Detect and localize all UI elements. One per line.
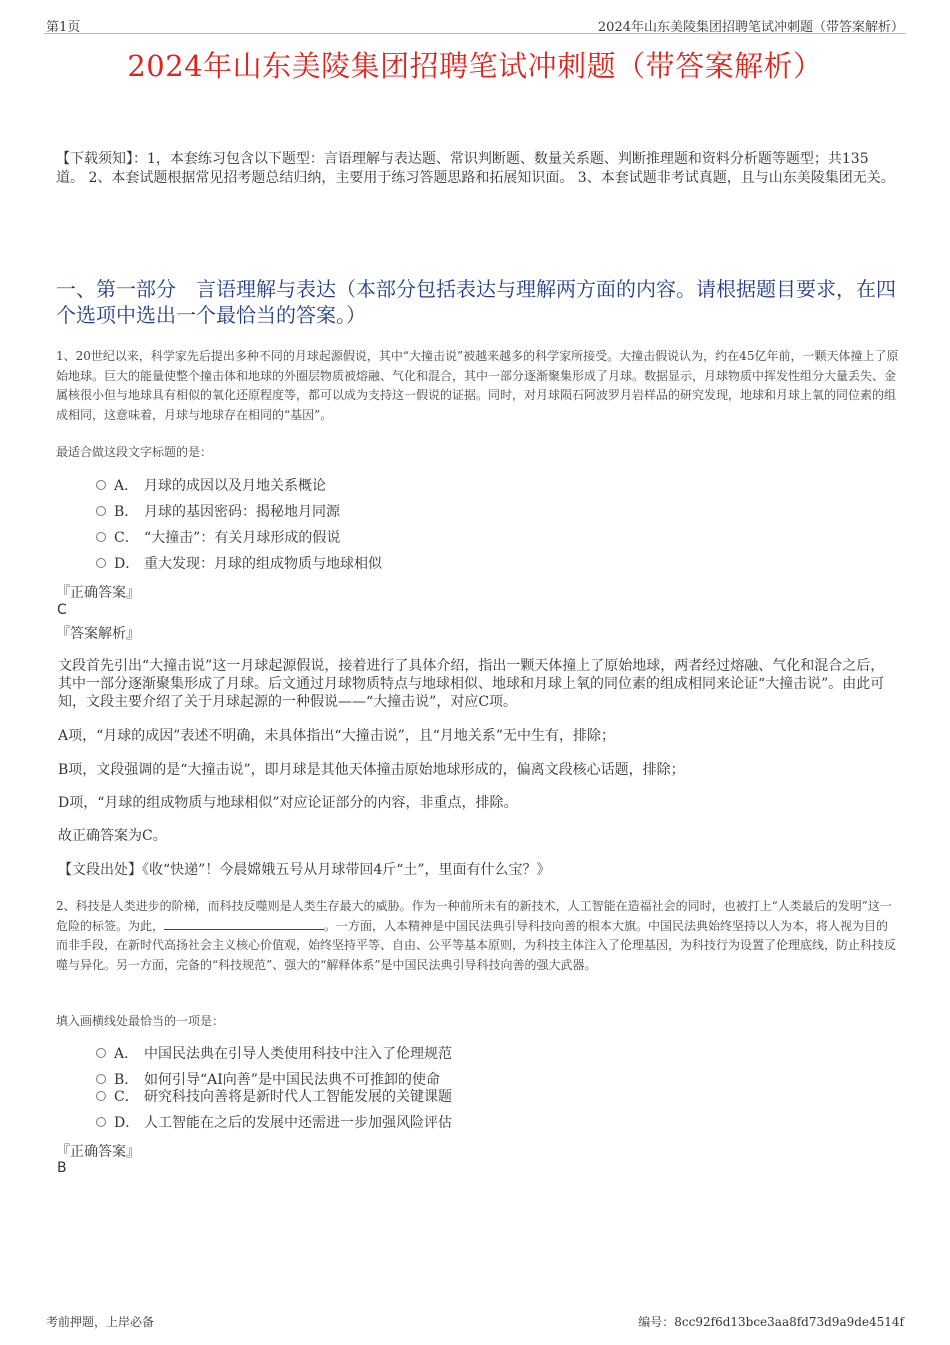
question-2-option-c[interactable]: C． 研究科技向善将是新时代人工智能发展的关键课题 <box>96 1087 452 1107</box>
question-1-option-d[interactable]: D． 重大发现：月球的组成物质与地球相似 <box>96 554 382 574</box>
question-1-analysis-d: D项，“月球的组成物质与地球相似”对应论证部分的内容，非重点，排除。 <box>58 795 518 811</box>
document-title: 2024年山东美陵集团招聘笔试冲刺题（带答案解析） <box>127 49 823 83</box>
question-2-correct-label: 『正确答案』 <box>56 1144 140 1160</box>
question-1-answer: C <box>57 602 67 618</box>
question-1-option-c[interactable]: C． “大撞击”：有关月球形成的假说 <box>96 528 340 548</box>
question-1-option-a[interactable]: A． 月球的成因以及月地关系概论 <box>96 476 326 496</box>
question-1-stem: 1、20世纪以来，科学家先后提出多种不同的月球起源假说，其中“大撞击说”被越来越多的科学家所接受。大撞击假说认为，约在45亿年前，一颗天体撞上了原始地球。巨大的能量使整个撞击体和地球的外圈层物质被熔融、气化和混合，其中一部分逐渐聚集形成了月球。数据显示，月球物质中挥发性组分大量丢失、金属核很小但与地球具有相似的氧化还原程度等，都可以成为支持这一假说的证据。同时，对月球陨石阿波罗月岩样品的研究发现，地球和月球上氧的同位素的组成相同，这意味着，月球与地球存在相同的“基因”。 <box>56 349 899 422</box>
section-heading: 一、第一部分 言语理解与表达（本部分包括表达与理解两方面的内容。请根据题目要求，在四个选项中选出一个最恰当的答案。） <box>56 277 896 327</box>
radio-icon[interactable] <box>96 1048 106 1058</box>
radio-icon[interactable] <box>96 506 106 516</box>
question-2-stem: 2、科技是人类进步的阶梯，而科技反噬则是人类生存最大的威胁。作为一种前所未有的新技术，人工智能在造福社会的同时，也被打上“人类最后的发明”这一危险的标签。为此， 。一方面，人本精神是中国民法典引导科技向善的根本大旗。中国民法典始终坚持以人为本，将人视为目的而非手段，在新时代高扬社会主义核心价值观，始终坚持平等、自由、公平等基本原则，为科技主体注入了伦理基因，为科技行为设置了伦理底线，防止科技反噬与异化。另一方面，完备的“科技规范”、强大的“解释体系”是中国民法典引导科技向善的强大武器。 <box>56 899 897 972</box>
fill-in-blank <box>164 918 324 930</box>
download-notice: 【下载须知】：1，本套练习包含以下题型：言语理解与表达题、常识判断题、数量关系题、判断推理题和资料分析题等题型；共135道。 2、本套试题根据常见招考题总结归纳，主要用于练习答题思路和拓展知识面。 3、本套试题非考试真题，且与山东美陵集团无关。 <box>56 151 895 186</box>
question-1-analysis-label: 『答案解析』 <box>56 626 140 642</box>
footer-serial: 编号：8cc92f6d13bce3aa8fd73d9a9de4514f <box>638 1315 904 1329</box>
question-1-option-b[interactable]: B． 月球的基因密码：揭秘地月同源 <box>96 502 340 522</box>
footer-slogan: 考前押题，上岸必备 <box>46 1315 155 1329</box>
radio-icon[interactable] <box>96 1117 106 1127</box>
radio-icon[interactable] <box>96 532 106 542</box>
question-1-analysis-a: A项，“月球的成因”表述不明确，未具体指出“大撞击说”，且“月地关系”无中生有，排除； <box>58 728 616 744</box>
question-2-option-a[interactable]: A． 中国民法典在引导人类使用科技中注入了伦理规范 <box>96 1044 452 1064</box>
question-2-answer: B <box>57 1160 67 1176</box>
radio-icon[interactable] <box>96 480 106 490</box>
question-2-option-b[interactable]: B． 如何引导“AI向善”是中国民法典不可推卸的使命 <box>96 1070 440 1090</box>
radio-icon[interactable] <box>96 558 106 568</box>
page-number: 第1页 <box>46 20 81 35</box>
radio-icon[interactable] <box>96 1091 106 1101</box>
question-1-correct-label: 『正确答案』 <box>56 585 140 601</box>
question-2-prompt: 填入画横线处最恰当的一项是： <box>56 1014 225 1028</box>
question-1-analysis-main: 文段首先引出“大撞击说”这一月球起源假说，接着进行了具体介绍，指出一颗天体撞上了原始地球，两者经过熔融、气化和混合之后，其中一部分逐渐聚集形成了月球。后文通过月球物质特点与地球相似、地球和月球上氧的同位素的组成相同来论证“大撞击说”。由此可知，文段主要介绍了关于月球起源的一种假说——“大撞击说”，对应C项。 <box>58 658 885 710</box>
page-header <box>44 14 906 34</box>
header-doc-title: 2024年山东美陵集团招聘笔试冲刺题（带答案解析） <box>597 20 904 35</box>
question-1-prompt: 最适合做这段文字标题的是： <box>56 445 213 459</box>
question-1-source: 【文段出处】《收“快递”！今晨嫦娥五号从月球带回4斤“土”，里面有什么宝？》 <box>58 862 551 878</box>
radio-icon[interactable] <box>96 1074 106 1084</box>
question-2-option-d[interactable]: D． 人工智能在之后的发展中还需进一步加强风险评估 <box>96 1113 452 1133</box>
question-1-conclusion: 故正确答案为C。 <box>58 828 167 844</box>
question-1-analysis-b: B项，文段强调的是“大撞击说”，即月球是其他天体撞击原始地球形成的，偏离文段核心话题，排除； <box>58 762 685 778</box>
